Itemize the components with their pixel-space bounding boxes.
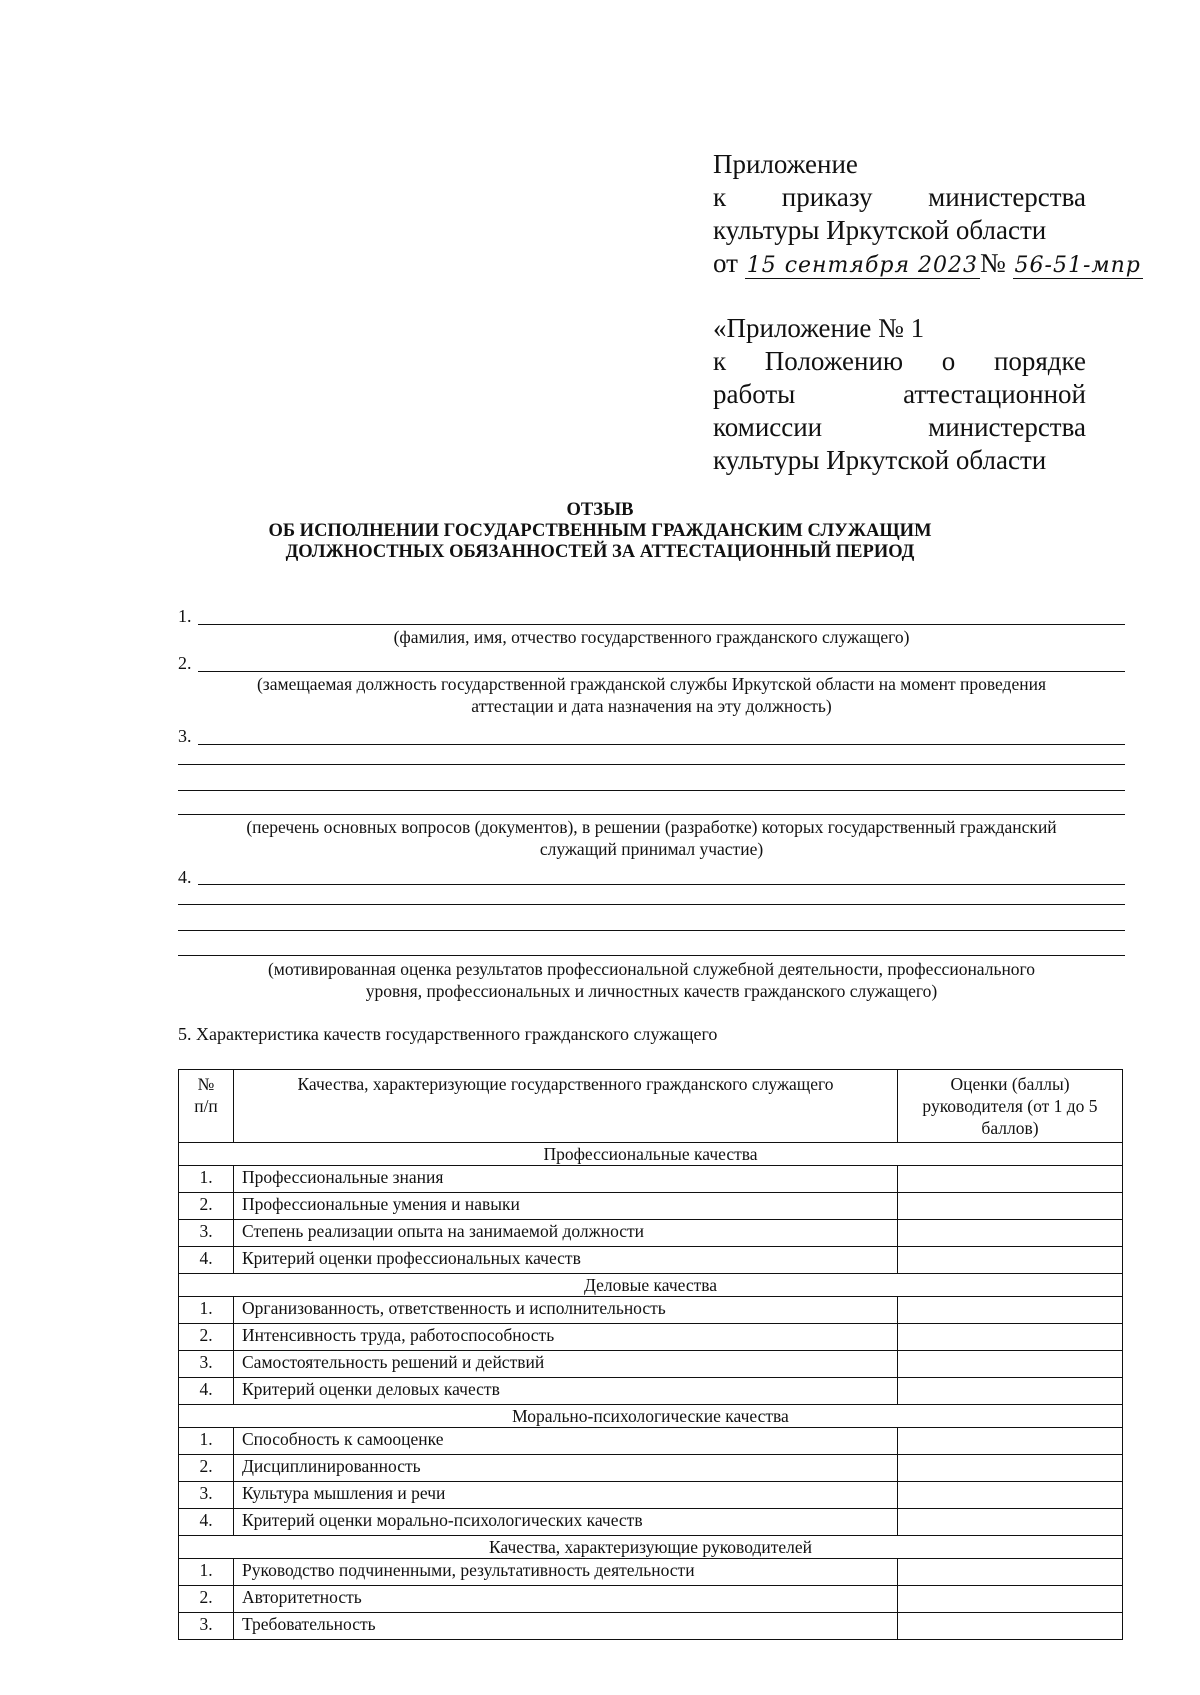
table-row xyxy=(179,1193,1123,1220)
table-group-row xyxy=(179,1143,1123,1166)
quality-name: Организованность, ответственность и исполнительность xyxy=(234,1297,898,1324)
table-header-row xyxy=(179,1070,1123,1143)
table-row xyxy=(179,1613,1123,1640)
quality-name: Степень реализации опыта на занимаемой должности xyxy=(234,1220,898,1247)
quality-name: Требовательность xyxy=(234,1613,898,1640)
row-number: 4. xyxy=(179,1378,234,1405)
group-title: Профессиональные качества xyxy=(179,1143,1123,1166)
group-title: Деловые качества xyxy=(179,1274,1123,1297)
handwritten-order-number: 56-51-мпр xyxy=(1014,253,1141,278)
quality-name: Профессиональные умения и навыки xyxy=(234,1193,898,1220)
score-cell[interactable] xyxy=(898,1351,1123,1378)
table-row xyxy=(179,1220,1123,1247)
quality-name: Авторитетность xyxy=(234,1586,898,1613)
appendix-line-8: комиссии министерства xyxy=(713,412,1086,442)
table-body xyxy=(179,1143,1123,1640)
quality-name: Критерий оценки профессиональных качеств xyxy=(234,1247,898,1274)
row-number: 1. xyxy=(179,1559,234,1586)
row-number: 3. xyxy=(179,1613,234,1640)
score-cell[interactable] xyxy=(898,1193,1123,1220)
score-cell[interactable] xyxy=(898,1509,1123,1536)
field-3-line-2[interactable] xyxy=(178,764,1125,765)
table-row xyxy=(179,1247,1123,1274)
field-2-line[interactable] xyxy=(198,671,1125,672)
quality-name: Руководство подчиненными, результативность деятельности xyxy=(234,1559,898,1586)
field-4-line-3[interactable] xyxy=(178,930,1125,931)
table-group-row xyxy=(179,1405,1123,1428)
score-cell[interactable] xyxy=(898,1297,1123,1324)
score-cell[interactable] xyxy=(898,1220,1123,1247)
appendix-line-2: к приказу министерства xyxy=(713,182,1086,212)
quality-name: Критерий оценки морально-психологических качеств xyxy=(234,1509,898,1536)
table-row xyxy=(179,1378,1123,1405)
group-title: Качества, характеризующие руководителей xyxy=(179,1536,1123,1559)
row-number: 2. xyxy=(179,1324,234,1351)
field-3-line-1[interactable] xyxy=(198,744,1125,745)
table-group-row xyxy=(179,1536,1123,1559)
table-row xyxy=(179,1482,1123,1509)
field-4-line-4[interactable] xyxy=(178,955,1125,956)
row-number: 1. xyxy=(179,1166,234,1193)
row-number: 4. xyxy=(179,1247,234,1274)
score-cell[interactable] xyxy=(898,1428,1123,1455)
field-1-caption: (фамилия, имя, отчество государственного гражданского служащего) xyxy=(393,627,910,647)
table-row xyxy=(179,1351,1123,1378)
score-cell[interactable] xyxy=(898,1247,1123,1274)
score-cell[interactable] xyxy=(898,1378,1123,1405)
header-number: № п/п xyxy=(179,1070,234,1143)
field-2-number: 2. xyxy=(178,653,192,673)
quality-name: Самостоятельность решений и действий xyxy=(234,1351,898,1378)
table-row xyxy=(179,1428,1123,1455)
table-row xyxy=(179,1324,1123,1351)
row-number: 3. xyxy=(179,1482,234,1509)
table-row xyxy=(179,1297,1123,1324)
quality-name: Критерий оценки деловых качеств xyxy=(234,1378,898,1405)
table-row xyxy=(179,1586,1123,1613)
score-cell[interactable] xyxy=(898,1455,1123,1482)
field-4-line-1[interactable] xyxy=(198,884,1125,885)
appendix-line-9: культуры Иркутской области xyxy=(713,445,1047,475)
field-3-line-3[interactable] xyxy=(178,790,1125,791)
score-cell[interactable] xyxy=(898,1586,1123,1613)
table-row xyxy=(179,1455,1123,1482)
header-quality: Качества, характеризующие государственного гражданского служащего xyxy=(234,1070,898,1143)
field-3-caption: (перечень основных вопросов (документов), в решении (разработке) которых государственный гражданский служащий принимал участие) xyxy=(246,817,1057,859)
quality-name: Способность к самооценке xyxy=(234,1428,898,1455)
appendix-line-6: к Положению о порядке xyxy=(713,346,1086,376)
row-number: 4. xyxy=(179,1509,234,1536)
quality-name: Культура мышления и речи xyxy=(234,1482,898,1509)
quality-name: Профессиональные знания xyxy=(234,1166,898,1193)
row-number: 2. xyxy=(179,1193,234,1220)
quality-name: Дисциплинированность xyxy=(234,1455,898,1482)
row-number: 2. xyxy=(179,1586,234,1613)
appendix-order-date-line: от 15 сентября 2023№ 56-51-мпр xyxy=(713,248,1141,278)
appendix-line-5: «Приложение № 1 xyxy=(713,313,925,343)
document-title: ОТЗЫВ ОБ ИСПОЛНЕНИИ ГОСУДАРСТВЕННЫМ ГРАЖДАНСКИМ СЛУЖАЩИМ ДОЛЖНОСТНЫХ ОБЯЗАННОСТЕЙ ЗА АТТЕСТАЦИОННЫЙ ПЕРИОД xyxy=(268,500,932,562)
field-3-line-4[interactable] xyxy=(178,814,1125,815)
section-5-heading: 5. Характеристика качеств государственного гражданского служащего xyxy=(178,1024,718,1044)
row-number: 1. xyxy=(179,1297,234,1324)
score-cell[interactable] xyxy=(898,1613,1123,1640)
row-number: 1. xyxy=(179,1428,234,1455)
appendix-line-1: Приложение xyxy=(713,149,858,179)
score-cell[interactable] xyxy=(898,1166,1123,1193)
header-score: Оценки (баллы) руководителя (от 1 до 5 баллов) xyxy=(898,1070,1123,1143)
field-1-number: 1. xyxy=(178,606,192,626)
field-4-line-2[interactable] xyxy=(178,904,1125,905)
table-row xyxy=(179,1559,1123,1586)
field-3-number: 3. xyxy=(178,726,192,746)
field-2-caption: (замещаемая должность государственной гражданской службы Иркутской области на момент проведения аттестации и дата назначения на эту должность) xyxy=(256,674,1047,716)
group-title: Морально-психологические качества xyxy=(179,1405,1123,1428)
score-cell[interactable] xyxy=(898,1559,1123,1586)
handwritten-date: 15 сентября 2023 xyxy=(746,253,979,278)
table-row xyxy=(179,1509,1123,1536)
row-number: 3. xyxy=(179,1220,234,1247)
table-row xyxy=(179,1166,1123,1193)
appendix-header xyxy=(713,148,1141,477)
row-number: 2. xyxy=(179,1455,234,1482)
score-cell[interactable] xyxy=(898,1324,1123,1351)
score-cell[interactable] xyxy=(898,1482,1123,1509)
table-group-row xyxy=(179,1274,1123,1297)
appendix-line-3: культуры Иркутской области xyxy=(713,215,1047,245)
qualities-table xyxy=(178,1069,1123,1640)
field-1-line[interactable] xyxy=(198,624,1125,625)
appendix-line-7: работы аттестационной xyxy=(713,379,1086,409)
row-number: 3. xyxy=(179,1351,234,1378)
field-4-number: 4. xyxy=(178,867,192,887)
field-4-caption: (мотивированная оценка результатов профессиональной служебной деятельности, профессионального уровня, профессиональных и личностных качеств гражданского служащего) xyxy=(267,959,1036,1001)
quality-name: Интенсивность труда, работоспособность xyxy=(234,1324,898,1351)
